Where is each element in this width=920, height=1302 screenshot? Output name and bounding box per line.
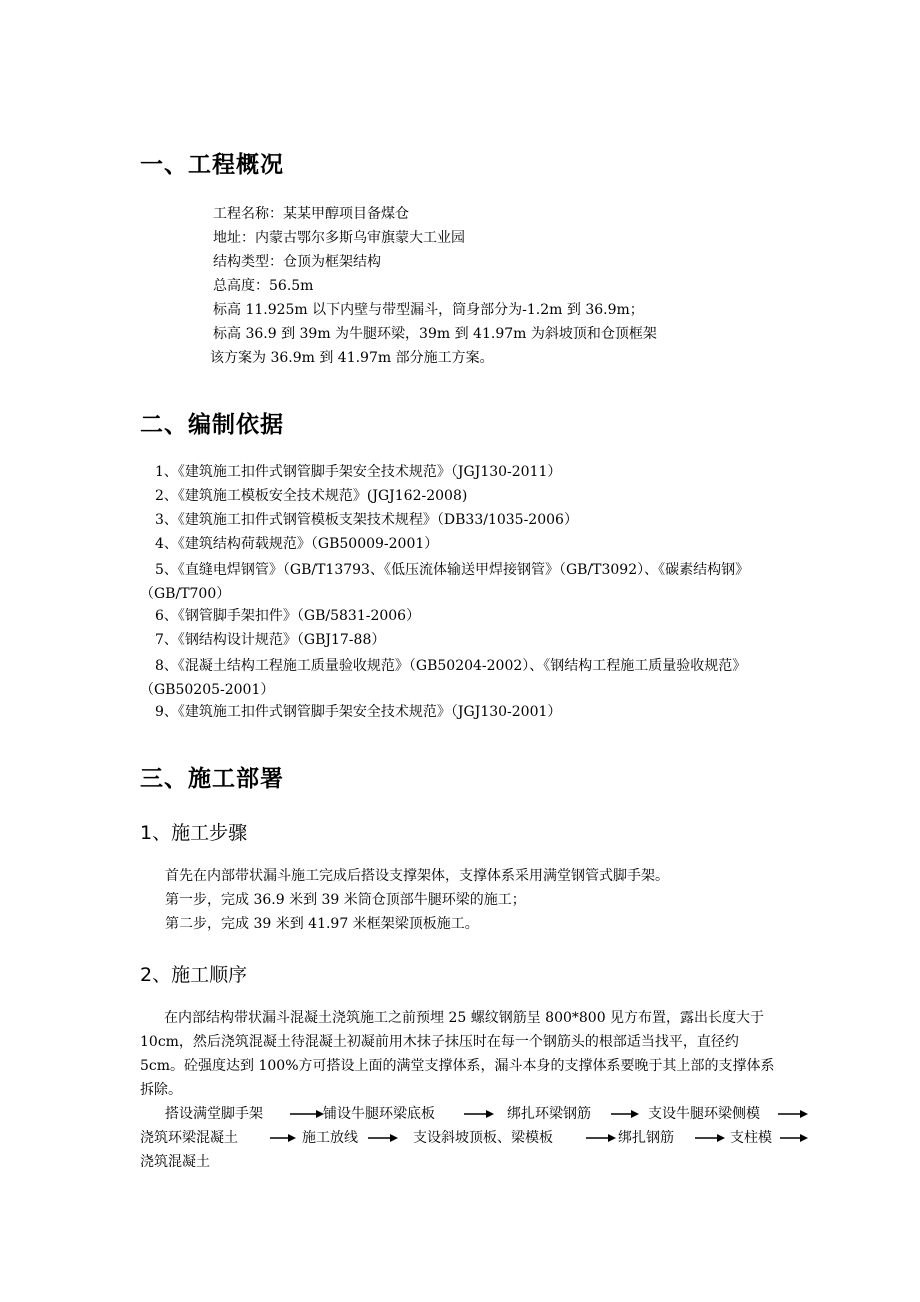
flow-step: 铺设牛腿环梁底板 (323, 1106, 435, 1122)
project-name: 工程名称：某某甲醇项目备煤仓 (213, 206, 409, 222)
elevation-line-1: 标高 11.925m 以下内壁与带型漏斗，筒身部分为-1.2m 到 36.9m； (213, 302, 644, 318)
right-arrow-icon (780, 1126, 808, 1143)
right-arrow-icon (368, 1126, 398, 1143)
structure-type: 结构类型：仓顶为框架结构 (213, 254, 381, 270)
basis-item-3: 3、《建筑施工扣件式钢管模板支架技术规程》（DB33/1035-2006） (155, 512, 578, 528)
scope-note: 该方案为 36.9m 到 41.97m 部分施工方案。 (210, 350, 494, 366)
flow-step: 绑扎钢筋 (618, 1130, 674, 1146)
step-two: 第二步，完成 39 米到 41.97 米框架梁顶板施工。 (165, 916, 479, 932)
right-arrow-icon (695, 1126, 725, 1143)
right-arrow-icon (270, 1126, 296, 1143)
basis-item-6: 6、《钢管脚手架扣件》（GB/5831-2006） (155, 608, 421, 624)
basis-item-1: 1、《建筑施工扣件式钢管脚手架安全技术规范》（JGJ130-2011） (155, 464, 562, 480)
flow-step: 施工放线 (302, 1130, 358, 1146)
right-arrow-icon (290, 1102, 324, 1119)
section-title-deployment: 三、施工部署 (140, 766, 284, 792)
basis-item-8: 8、《混凝土结构工程施工质量验收规范》（GB50204-2002）、《钢结构工程施工质量验收规范》（GB50205-2001） (140, 658, 747, 698)
flow-step: 支柱模 (730, 1130, 772, 1146)
sequence-paragraph: 在内部结构带状漏斗混凝土浇筑施工之前预埋 25 螺纹钢筋呈 800*800 见方布置，露出长度大于 10cm，然后浇筑混凝土待混凝土初凝前用木抹子抹压时在每一个钢筋头的根部适当找平，直径约 5cm。砼强度达到 100%方可搭设上面的满堂支撑体系，漏斗本身的支撑体系要晚于其上部的支撑体系拆除。 (140, 1010, 775, 1098)
flow-step: 支设斜坡顶板、梁模板 (413, 1130, 553, 1146)
elevation-line-2: 标高 36.9 到 39m 为牛腿环梁，39m 到 41.97m 为斜坡顶和仓顶框架 (213, 326, 657, 342)
total-height: 总高度：56.5m (213, 278, 314, 294)
flow-step: 绑扎环梁钢筋 (507, 1106, 591, 1122)
basis-item-5: 5、《直缝电焊钢管》（GB/T13793、《低压流体输送甲焊接钢管》（GB/T3092）、《碳素结构钢》（GB/T700） (140, 562, 750, 602)
basis-item-4: 4、《建筑结构荷载规范》（GB50009-2001） (155, 536, 439, 552)
section-title-overview: 一、工程概况 (140, 152, 284, 178)
project-address: 地址：内蒙古鄂尔多斯乌审旗蒙大工业园 (213, 230, 465, 246)
steps-intro: 首先在内部带状漏斗施工完成后搭设支撑架体，支撑体系采用满堂钢管式脚手架。 (165, 868, 669, 884)
step-one: 第一步，完成 36.9 米到 39 米筒仓顶部牛腿环梁的施工； (165, 892, 526, 908)
right-arrow-icon (586, 1126, 616, 1143)
subsection-title-sequence: 2、施工顺序 (140, 964, 248, 986)
section-title-basis: 二、编制依据 (140, 412, 284, 438)
flow-step: 支设牛腿环梁侧模 (648, 1106, 760, 1122)
flow-row-3 (140, 1150, 340, 1174)
right-arrow-icon (464, 1102, 494, 1119)
flow-step: 浇筑混凝土 (140, 1154, 210, 1170)
flow-row-1 (140, 1102, 820, 1126)
basis-item-2: 2、《建筑施工模板安全技术规范》(JGJ162-2008) (155, 488, 468, 504)
subsection-title-steps: 1、施工步骤 (140, 822, 248, 844)
right-arrow-icon (778, 1102, 808, 1119)
basis-item-9: 9、《建筑施工扣件式钢管脚手架安全技术规范》（JGJ130-2001） (155, 704, 562, 720)
flow-step: 浇筑环梁混凝土 (140, 1130, 238, 1146)
flow-step: 搭设满堂脚手架 (165, 1106, 263, 1122)
basis-item-7: 7、《钢结构设计规范》（GBJ17-88） (155, 632, 386, 648)
right-arrow-icon (611, 1102, 639, 1119)
flow-row-2 (140, 1126, 820, 1150)
